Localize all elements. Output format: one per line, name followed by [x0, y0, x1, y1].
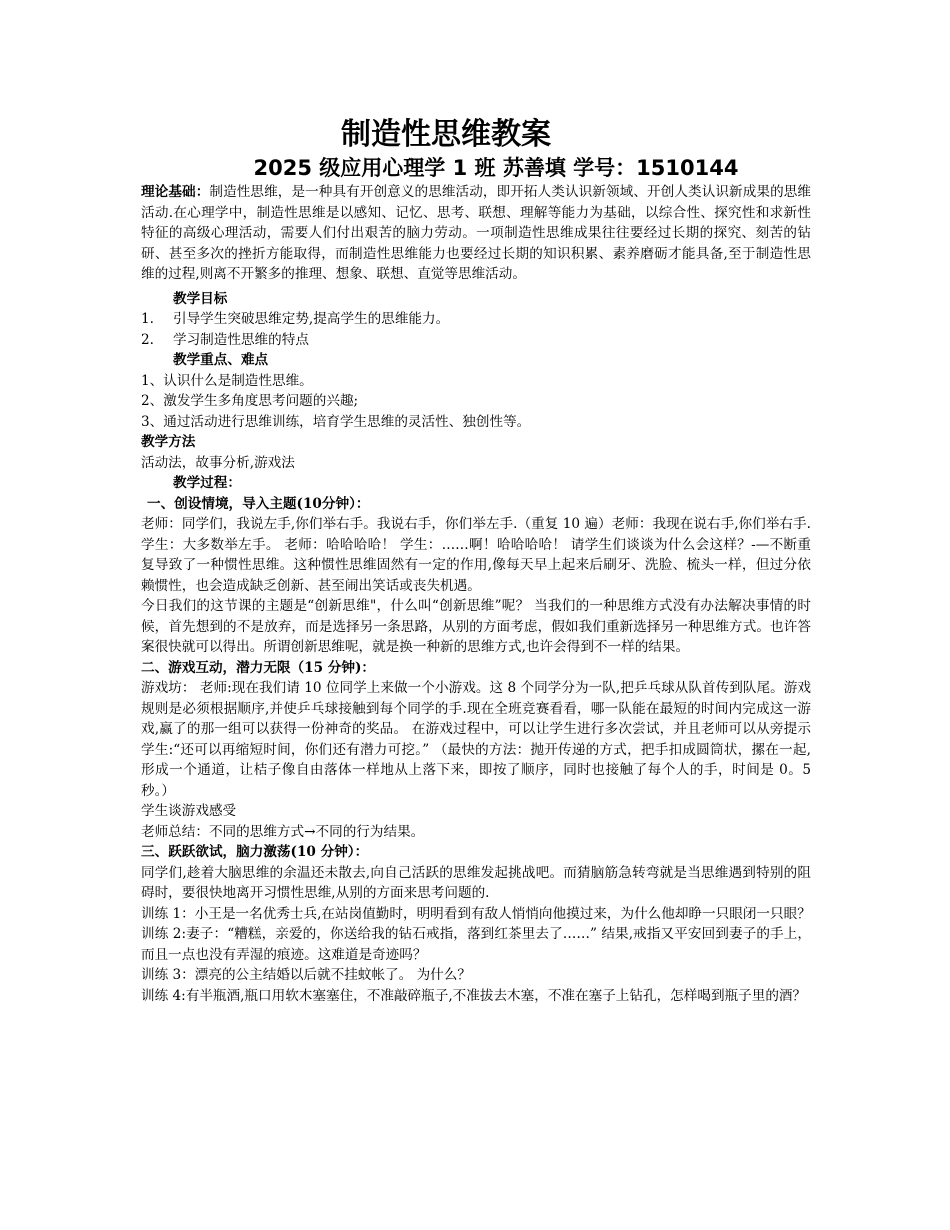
goal-text: 引导学生突破思维定势,提高学生的思维能力。: [173, 311, 450, 327]
goal-text: 学习制造性思维的特点: [173, 331, 309, 348]
goal-number: 1.: [141, 311, 154, 327]
key-points-heading: 教学重点、难点: [173, 352, 269, 368]
training-item: 训练 1：小王是一名优秀士兵,在站岗值勤时，明明看到有敌人悄悄向他摸过来，为什么他却睁一只眼闭一只眼？: [141, 905, 811, 922]
theory-label: 理论基础：: [141, 184, 210, 200]
document-subtitle: 2025 级应用心理学 1 班 苏善填 学号：1510144: [253, 156, 739, 180]
section3-heading: 三、跃跃欲试，脑力激荡(10 分钟）：: [141, 844, 369, 860]
section2-heading: 二、游戏互动，潜力无限（15 分钟)：: [141, 659, 375, 676]
goals-heading: 教学目标: [173, 290, 228, 307]
methods-text: 活动法，故事分析,游戏法: [141, 454, 295, 471]
section2-paragraph: 游戏坊： 老师:现在我们请 10 位同学上来做一个小游戏。这 8 个同学分为一队,把乒乓球从队首传到队尾。游戏规则是必须根据顺序,并使乒乓球接触到每个同学的手.现在全班竞赛看看，哪一队能在最短的时间内完成这一游戏,赢了的那一组可以获得一份神奇的奖品。 在游戏过程中，可以让学生进行多次尝试，并且老师可以从旁提示学生:“还可以再缩短时间，你们还有潜力可挖。” （最快的方法：抛开传递的方式，把手扣成圆筒状，摞在一起,形成一个通道，让桔子像自由落体一样地从上落下来，即按了顺序，同时也接触了每个人的手，时间是 0。5 秒。）: [141, 680, 811, 799]
training-item: 训练 3：漂亮的公主结婚以后就不挂蚊帐了。 为什么？: [141, 967, 471, 983]
goal-item: [141, 330, 811, 351]
training-item: 训练 4:有半瓶酒,瓶口用软木塞塞住，不准敲碎瓶子,不准拔去木塞，不准在塞子上钻孔，怎样喝到瓶子里的酒？: [141, 987, 807, 1004]
key-point-item: 3、通过活动进行思维训练，培育学生思维的灵活性、独创性等。: [141, 413, 531, 430]
section2-paragraph: 学生谈游戏感受: [141, 803, 237, 819]
section1-heading: 一、创设情境，导入主题(10分钟）：: [147, 495, 370, 512]
methods-heading: 教学方法: [141, 434, 196, 450]
document-title: 制造性思维教案: [341, 117, 551, 152]
section1-paragraph: 老师：同学们，我说左手,你们举右手。我说右手，你们举左手.（重复 10 遍）老师：我现在说右手,你们举右手.学生：大多数举左手。 老师：哈哈哈哈！ 学生：……啊！哈哈哈哈！ 请学生们谈谈为什么会这样？-—不断重复导致了一种惯性思维。这种惯性思维固然有一定的作用,像每天早上起来后刷牙、洗脸、梳头一样，但过分依赖惯性，也会造成缺乏创新、甚至闹出笑话或丧失机遇。: [141, 516, 811, 594]
document-page: [141, 116, 811, 1006]
goal-number: 2.: [141, 331, 154, 348]
section1-paragraph: 今日我们的这节课的主题是“创新思维"，什么叫“创新思维”呢？ 当我们的一种思维方式没有办法解决事情的时候，首先想到的不是放弃，而是选择另一条思路，从别的方面考虑，假如我们重新选择另一种思维方式。也许答案很快就可以得出。所谓创新思维呢，就是换一种新的思维方式,也许会得到不一样的结果。: [141, 598, 811, 655]
section3-paragraph: 同学们,趁着大脑思维的余温还未散去,向自己活跃的思维发起挑战吧。而猜脑筋急转弯就是当思维遇到特别的阻碍时，要很快地离开习惯性思维,从别的方面来思考问题的.: [141, 864, 811, 901]
theory-paragraph: [141, 182, 811, 285]
goal-item: [141, 309, 811, 330]
training-item: 训练 2:妻子：“糟糕，亲爱的，你送给我的钻石戒指，落到红茶里去了……” 结果,戒指又平安回到妻子的手上，而且一点也没有弄湿的痕迹。这难道是奇迹吗？: [141, 926, 811, 963]
section2-paragraph: 老师总结：不同的思维方式→不同的行为结果。: [141, 823, 425, 840]
key-point-item: 2、激发学生多角度思考问题的兴趣;: [141, 393, 359, 409]
theory-text: 制造性思维，是一种具有开创意义的思维活动，即开拓人类认识新领域、开创人类认识新成果的思维活动.在心理学中，制造性思维是以感知、记忆、思考、联想、理解等能力为基础，以综合性、探究性和求新性特征的高级心理活动，需要人们付出艰苦的脑力劳动。一项制造性思维成果往往要经过长期的探究、刻苦的钻研、甚至多次的挫折方能取得，而制造性思维能力也要经过长期的知识积累、素养磨砺才能具备,至于制造性思维的过程,则离不开繁多的推理、想象、联想、直觉等思维活动。: [141, 184, 812, 282]
process-heading: 教学过程：: [173, 475, 241, 491]
key-point-item: 1、认识什么是制造性思维。: [141, 372, 313, 389]
